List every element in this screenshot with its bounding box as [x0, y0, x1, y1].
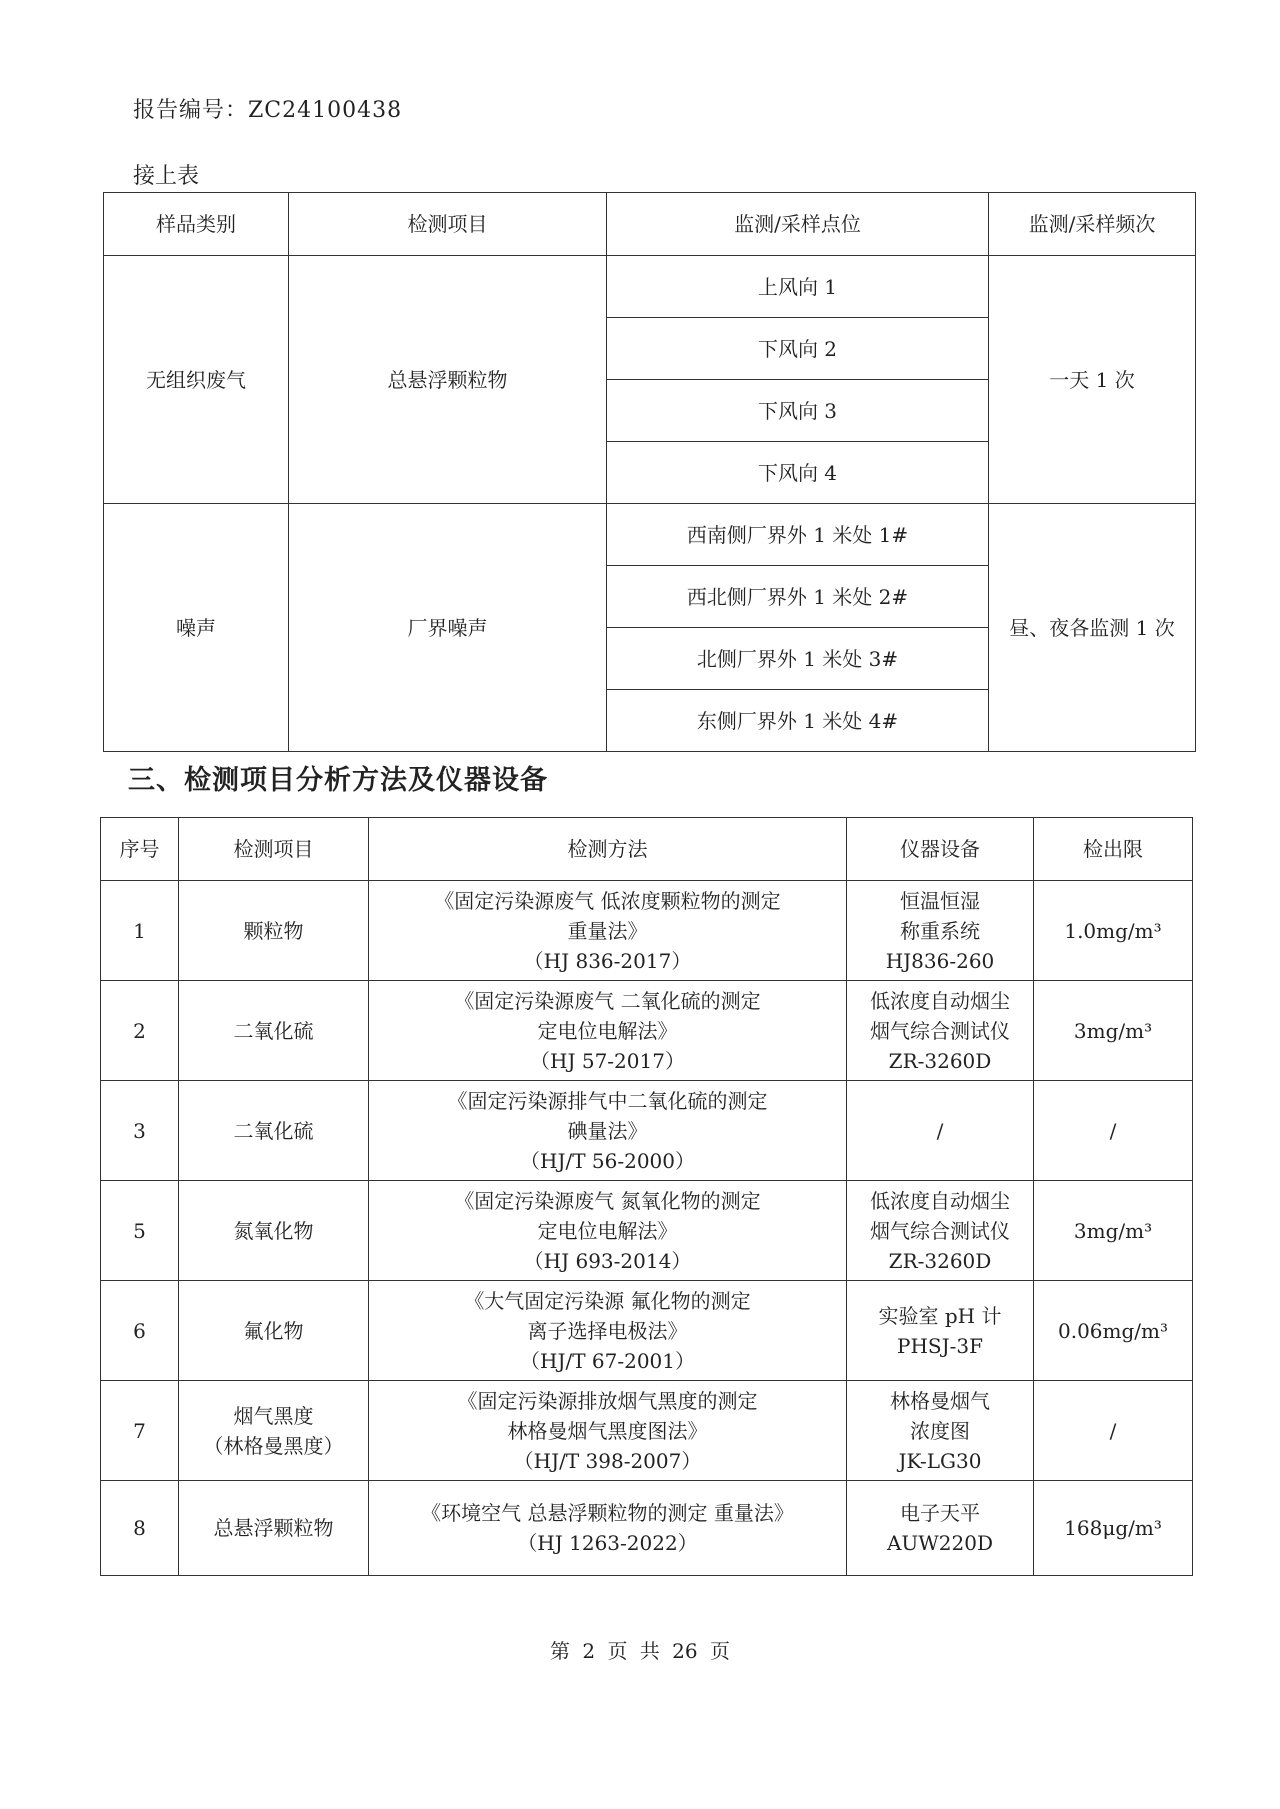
- sampling-point-cell: 上风向 1: [607, 256, 989, 318]
- method-cell-line: 《固定污染源废气 低浓度颗粒物的测定: [434, 888, 781, 913]
- instrument-cell: [847, 1381, 1034, 1481]
- method-cell-line: （HJ 693-2014）: [523, 1248, 692, 1273]
- page-number: 第 2 页 共 26 页: [550, 1639, 730, 1663]
- test-item-cell: [179, 1181, 369, 1281]
- sampling-point-cell: 北侧厂界外 1 米处 3#: [607, 628, 989, 690]
- table-row: [101, 1281, 1193, 1381]
- instrument-cell: [847, 1481, 1034, 1576]
- test-item-cell-line: 烟气黑度: [233, 1403, 314, 1428]
- detection-limit-cell: /: [1034, 1081, 1193, 1181]
- column-header: 检测项目: [289, 193, 607, 256]
- method-cell-line: 《固定污染源废气 氮氧化物的测定: [454, 1188, 761, 1213]
- detection-limit-cell: /: [1034, 1381, 1193, 1481]
- instrument-cell-line: 电子天平: [900, 1501, 980, 1525]
- section-title: 三、检测项目分析方法及仪器设备: [128, 765, 548, 796]
- method-cell-line: 《固定污染源排气中二氧化硫的测定: [447, 1088, 768, 1113]
- test-item-cell-line: 氮氧化物: [233, 1218, 314, 1243]
- table-row: [104, 256, 1196, 318]
- detection-limit-cell: 168μg/m³: [1034, 1481, 1193, 1576]
- instrument-cell-line: ZR-3260D: [888, 1248, 992, 1273]
- methods-table: [100, 817, 1193, 1576]
- instrument-cell-line: JK-LG30: [898, 1448, 982, 1473]
- test-item-cell: 厂界噪声: [289, 504, 607, 752]
- column-header: 序号: [101, 818, 179, 881]
- methods-header-row: [101, 818, 1193, 881]
- detection-limit-cell: 3mg/m³: [1034, 981, 1193, 1081]
- method-cell-line: 碘量法》: [567, 1118, 648, 1143]
- table-row: [101, 1481, 1193, 1576]
- test-item-cell-line: 二氧化硫: [233, 1018, 314, 1043]
- instrument-cell-line: 实验室 pH 计: [878, 1303, 1002, 1328]
- instrument-cell-line: /: [936, 1118, 944, 1143]
- test-item-cell-line: （林格曼黑度）: [203, 1433, 344, 1458]
- sampling-point-cell: 下风向 3: [607, 380, 989, 442]
- frequency-cell: 昼、夜各监测 1 次: [989, 504, 1196, 752]
- instrument-cell: [847, 981, 1034, 1081]
- column-header: 监测/采样点位: [607, 193, 989, 256]
- test-item-cell-line: 总悬浮颗粒物: [213, 1516, 334, 1540]
- sampling-point-cell: 西南侧厂界外 1 米处 1#: [607, 504, 989, 566]
- serial-no-cell: 5: [101, 1181, 179, 1281]
- method-cell-line: 《大气固定污染源 氟化物的测定: [464, 1288, 751, 1313]
- sampling-point-cell: 下风向 4: [607, 442, 989, 504]
- instrument-cell: [847, 881, 1034, 981]
- test-item-cell-line: 颗粒物: [243, 918, 304, 943]
- serial-no-cell: 7: [101, 1381, 179, 1481]
- method-cell-line: （HJ/T 398-2007）: [513, 1448, 702, 1473]
- column-header: 样品类别: [104, 193, 289, 256]
- column-header: 检测方法: [369, 818, 847, 881]
- test-item-cell: 总悬浮颗粒物: [289, 256, 607, 504]
- method-cell-line: （HJ/T 56-2000）: [520, 1148, 695, 1173]
- sampling-table: [103, 192, 1196, 752]
- method-cell: [369, 881, 847, 981]
- test-item-cell: [179, 1381, 369, 1481]
- sample-category-cell: 无组织废气: [104, 256, 289, 504]
- method-cell-line: （HJ 57-2017）: [530, 1048, 685, 1073]
- methods-table-body: [101, 818, 1193, 1576]
- instrument-cell-line: PHSJ-3F: [897, 1333, 983, 1358]
- method-cell-line: 《固定污染源废气 二氧化硫的测定: [454, 988, 761, 1013]
- method-cell-line: 重量法》: [567, 918, 648, 943]
- method-cell-line: 离子选择电极法》: [527, 1318, 688, 1343]
- method-cell-line: 定电位电解法》: [537, 1218, 678, 1243]
- table-row: [101, 881, 1193, 981]
- table-row: [101, 1381, 1193, 1481]
- instrument-cell-line: 低浓度自动烟尘: [870, 988, 1010, 1013]
- serial-no-cell: 8: [101, 1481, 179, 1576]
- serial-no-cell: 2: [101, 981, 179, 1081]
- sampling-header-row: [104, 193, 1196, 256]
- instrument-cell: [847, 1281, 1034, 1381]
- method-cell-line: 定电位电解法》: [537, 1018, 678, 1043]
- test-item-cell: [179, 881, 369, 981]
- serial-no-cell: 6: [101, 1281, 179, 1381]
- test-item-cell: [179, 1081, 369, 1181]
- method-cell: [369, 1481, 847, 1576]
- method-cell-line: 《环境空气 总悬浮颗粒物的测定 重量法》: [421, 1501, 794, 1525]
- method-cell-line: 林格曼烟气黑度图法》: [507, 1418, 708, 1443]
- frequency-cell: 一天 1 次: [989, 256, 1196, 504]
- table-row: [101, 1181, 1193, 1281]
- method-cell: [369, 1381, 847, 1481]
- table-row: [104, 504, 1196, 566]
- sampling-table-body: [104, 193, 1196, 752]
- table-row: [101, 981, 1193, 1081]
- instrument-cell: [847, 1081, 1034, 1181]
- continued-label: 接上表: [133, 164, 200, 189]
- instrument-cell: [847, 1181, 1034, 1281]
- method-cell-line: （HJ 1263-2022）: [517, 1531, 698, 1555]
- method-cell: [369, 1081, 847, 1181]
- instrument-cell-line: 浓度图: [910, 1418, 970, 1443]
- detection-limit-cell: 1.0mg/m³: [1034, 881, 1193, 981]
- instrument-cell-line: 烟气综合测试仪: [870, 1218, 1010, 1243]
- sample-category-cell: 噪声: [104, 504, 289, 752]
- method-cell: [369, 981, 847, 1081]
- column-header: 监测/采样频次: [989, 193, 1196, 256]
- instrument-cell-line: 低浓度自动烟尘: [870, 1188, 1010, 1213]
- method-cell-line: 《固定污染源排放烟气黑度的测定: [457, 1388, 758, 1413]
- instrument-cell-line: 称重系统: [900, 918, 980, 943]
- serial-no-cell: 3: [101, 1081, 179, 1181]
- sampling-point-cell: 西北侧厂界外 1 米处 2#: [607, 566, 989, 628]
- report-number: 报告编号：ZC24100438: [133, 98, 403, 123]
- sampling-point-cell: 东侧厂界外 1 米处 4#: [607, 690, 989, 752]
- method-cell-line: （HJ/T 67-2001）: [520, 1348, 695, 1373]
- detection-limit-cell: 3mg/m³: [1034, 1181, 1193, 1281]
- test-item-cell-line: 氟化物: [243, 1318, 304, 1343]
- test-item-cell-line: 二氧化硫: [233, 1118, 314, 1143]
- column-header: 检测项目: [179, 818, 369, 881]
- instrument-cell-line: HJ836-260: [885, 948, 995, 973]
- detection-limit-cell: 0.06mg/m³: [1034, 1281, 1193, 1381]
- sampling-point-cell: 下风向 2: [607, 318, 989, 380]
- method-cell: [369, 1281, 847, 1381]
- instrument-cell-line: 恒温恒湿: [900, 888, 980, 913]
- instrument-cell-line: 烟气综合测试仪: [870, 1018, 1010, 1043]
- test-item-cell: [179, 1481, 369, 1576]
- test-item-cell: [179, 981, 369, 1081]
- instrument-cell-line: AUW220D: [886, 1531, 994, 1555]
- column-header: 检出限: [1034, 818, 1193, 881]
- instrument-cell-line: 林格曼烟气: [890, 1388, 990, 1413]
- method-cell: [369, 1181, 847, 1281]
- table-row: [101, 1081, 1193, 1181]
- instrument-cell-line: ZR-3260D: [888, 1048, 992, 1073]
- method-cell-line: （HJ 836-2017）: [523, 948, 692, 973]
- serial-no-cell: 1: [101, 881, 179, 981]
- column-header: 仪器设备: [847, 818, 1034, 881]
- test-item-cell: [179, 1281, 369, 1381]
